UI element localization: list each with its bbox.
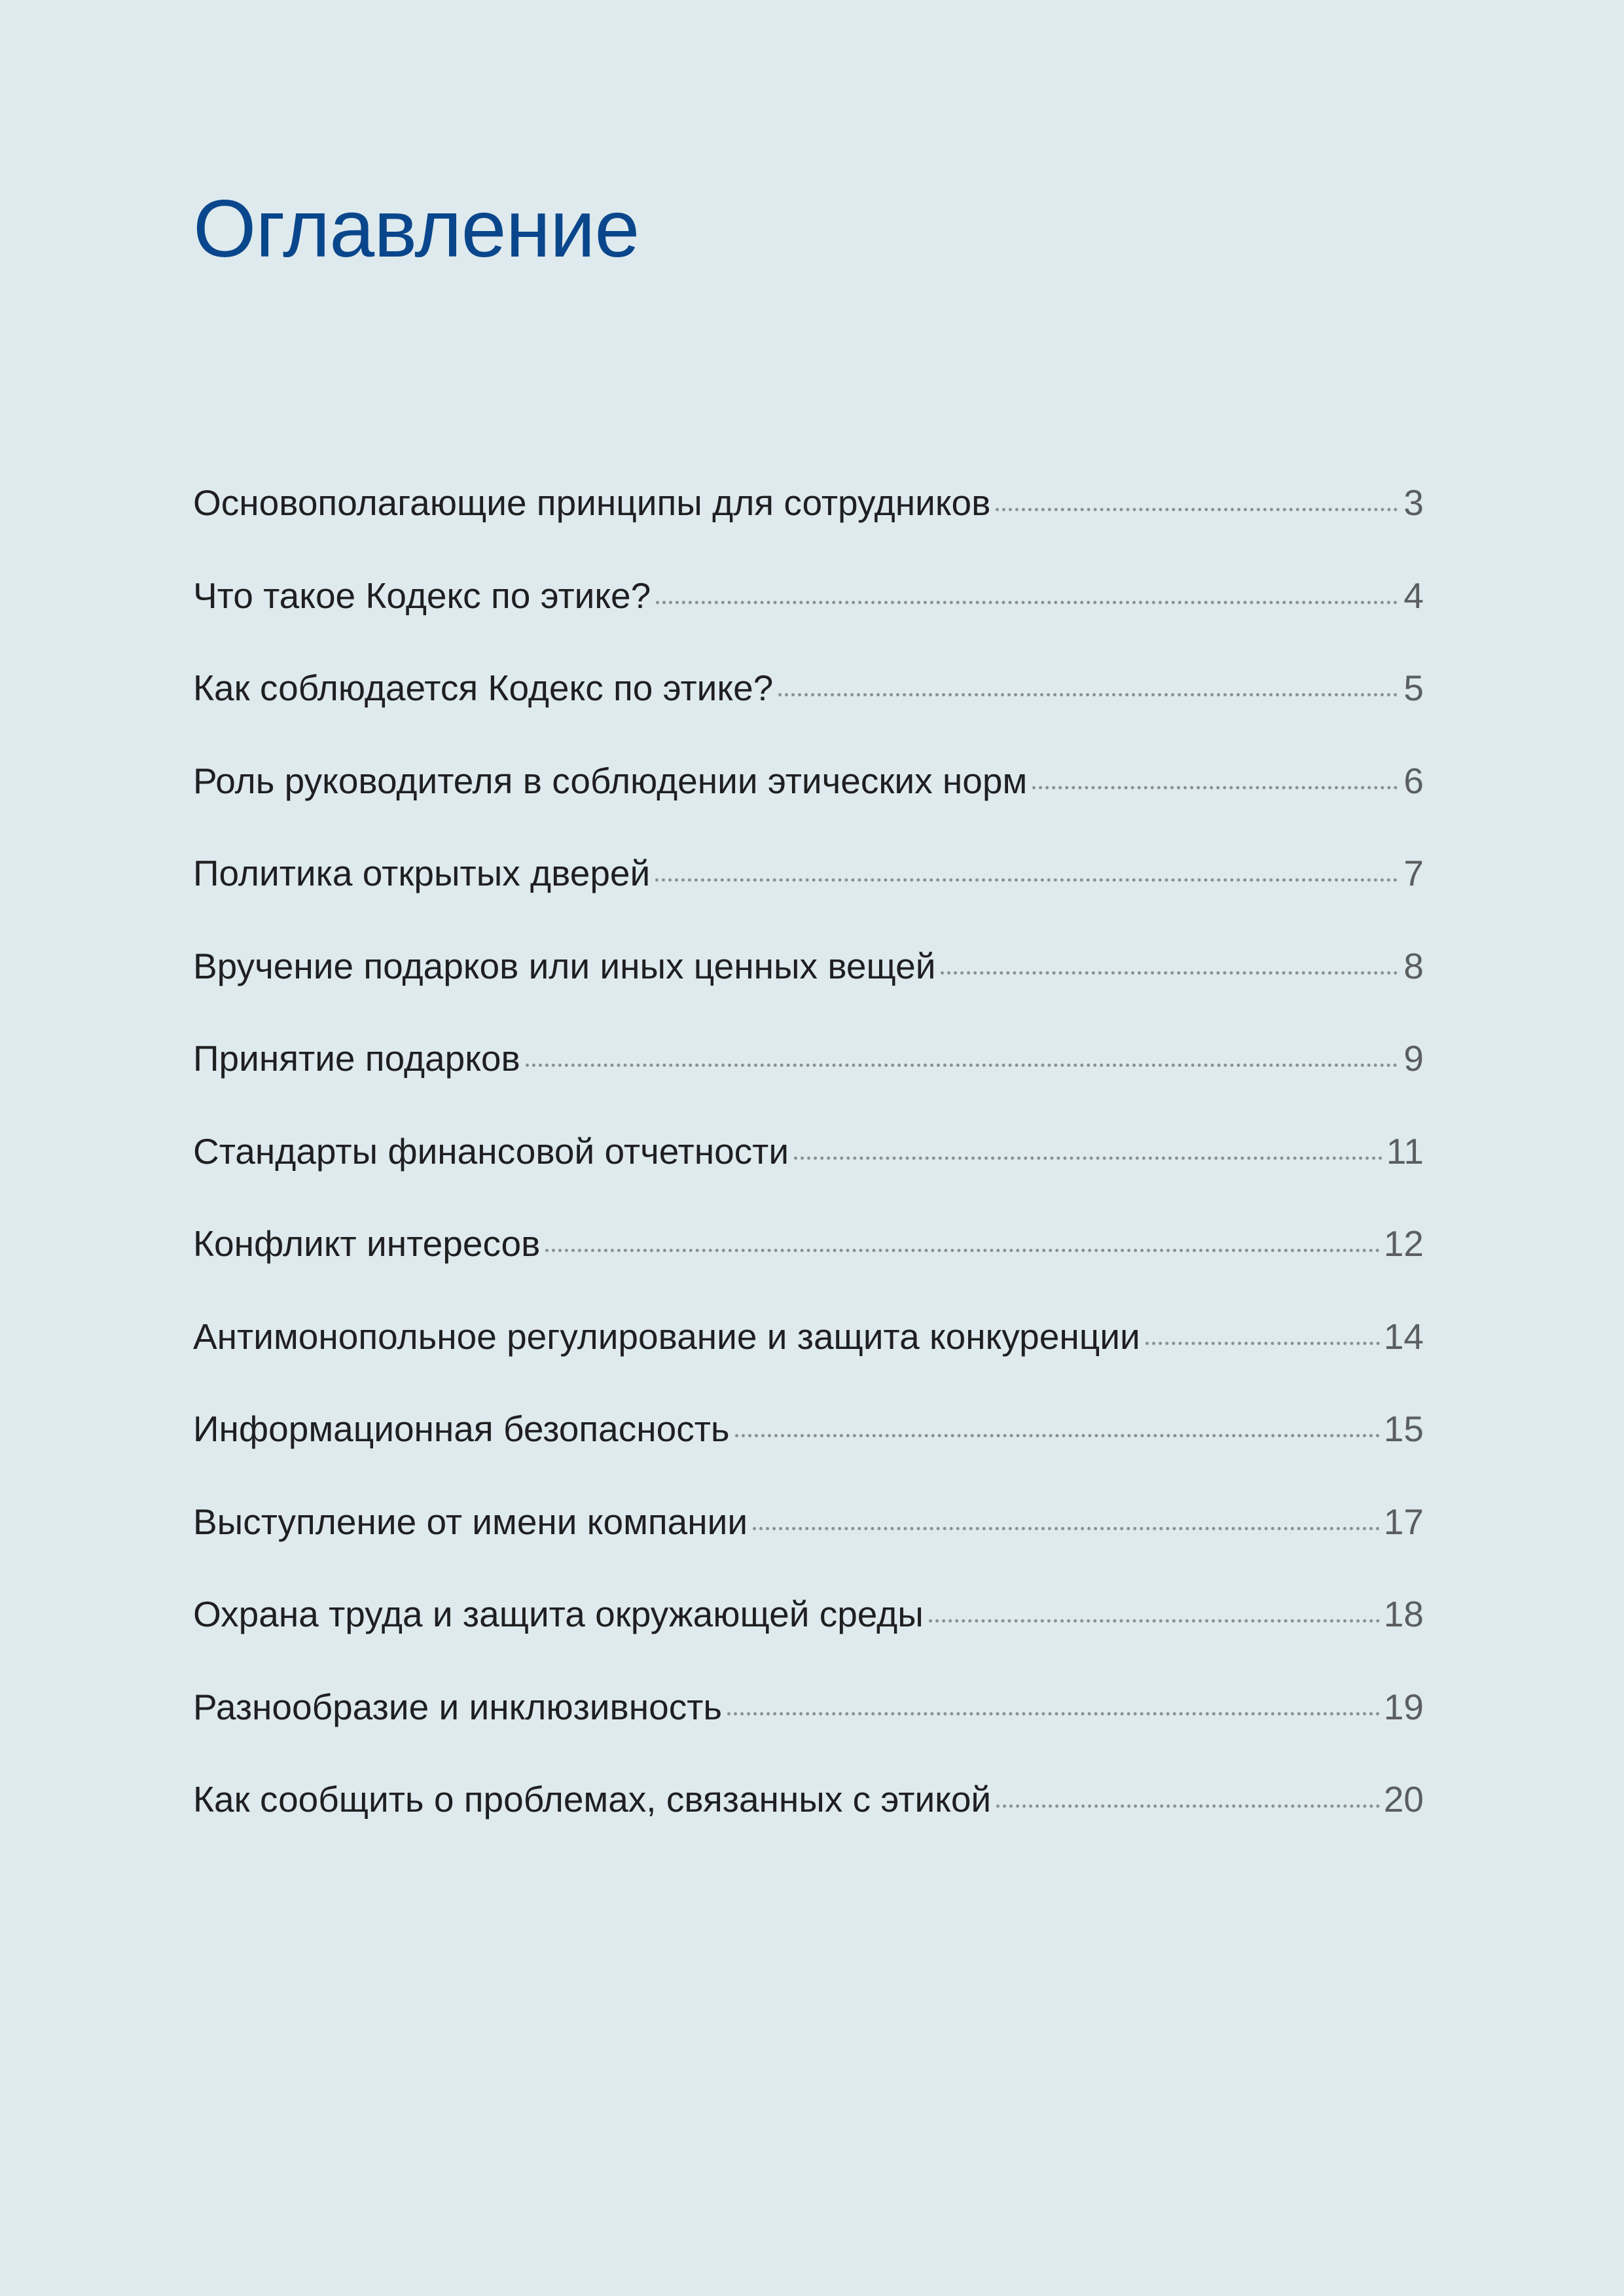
toc-entry-label: Конфликт интересов <box>193 1223 541 1264</box>
toc-entry-page: 3 <box>1403 482 1424 523</box>
toc-entry-page: 6 <box>1403 760 1424 801</box>
toc-entry-label: Что такое Кодекс по этике? <box>193 575 651 616</box>
toc-entry-label: Антимонопольное регулирование и защита конкуренции <box>193 1316 1140 1357</box>
toc-entry-page: 5 <box>1403 668 1424 708</box>
dot-leader <box>656 601 1398 604</box>
dot-leader <box>735 1434 1380 1437</box>
toc-entry-label: Разнообразие и инклюзивность <box>193 1686 723 1727</box>
toc-entry[interactable] <box>193 1217 1424 1310</box>
toc-entry[interactable] <box>193 662 1424 755</box>
toc-entry-page: 14 <box>1383 1316 1424 1357</box>
toc-entry[interactable] <box>193 569 1424 662</box>
dot-leader <box>655 878 1398 882</box>
toc-entry-label: Выступление от имени компании <box>193 1501 748 1542</box>
toc-entry-page: 4 <box>1403 575 1424 616</box>
toc-entry-page: 15 <box>1383 1408 1424 1449</box>
toc-entry-label: Стандарты финансовой отчетности <box>193 1130 789 1172</box>
toc-entry[interactable] <box>193 1403 1424 1496</box>
toc-entry-page: 20 <box>1383 1779 1424 1820</box>
toc-entry[interactable] <box>193 1125 1424 1218</box>
toc-entry[interactable] <box>193 1310 1424 1403</box>
dot-leader <box>727 1712 1380 1715</box>
toc-entry-label: Как соблюдается Кодекс по этике? <box>193 668 774 708</box>
table-of-contents <box>193 476 1424 1866</box>
toc-entry-page: 19 <box>1383 1686 1424 1727</box>
dot-leader <box>1032 786 1398 789</box>
toc-entry-label: Вручение подарков или иных ценных вещей <box>193 945 936 986</box>
toc-entry[interactable] <box>193 1773 1424 1866</box>
toc-entry-label: Как сообщить о проблемах, связанных с этикой <box>193 1779 992 1820</box>
toc-entry-label: Информационная безопасность <box>193 1408 730 1449</box>
toc-entry-page: 17 <box>1383 1501 1424 1542</box>
toc-entry[interactable] <box>193 847 1424 940</box>
toc-entry[interactable] <box>193 755 1424 848</box>
dot-leader <box>526 1064 1398 1067</box>
toc-entry-page: 18 <box>1383 1594 1424 1634</box>
toc-entry[interactable] <box>193 1681 1424 1774</box>
dot-leader <box>778 693 1398 696</box>
toc-entry-label: Роль руководителя в соблюдении этических норм <box>193 760 1028 801</box>
toc-entry-label: Принятие подарков <box>193 1038 520 1079</box>
toc-entry-page: 11 <box>1386 1130 1424 1172</box>
toc-entry[interactable] <box>193 1496 1424 1588</box>
toc-entry[interactable] <box>193 476 1424 569</box>
toc-entry[interactable] <box>193 1032 1424 1125</box>
toc-entry-label: Политика открытых дверей <box>193 853 651 893</box>
toc-entry[interactable] <box>193 1588 1424 1681</box>
dot-leader <box>753 1527 1380 1530</box>
toc-entry-label: Основополагающие принципы для сотрудников <box>193 482 991 523</box>
toc-entry-page: 12 <box>1383 1223 1424 1264</box>
dot-leader <box>794 1157 1382 1160</box>
dot-leader <box>1146 1342 1380 1345</box>
toc-entry-page: 8 <box>1403 945 1424 986</box>
dot-leader <box>996 508 1398 511</box>
dot-leader <box>996 1804 1380 1808</box>
toc-entry-page: 7 <box>1403 853 1424 893</box>
dot-leader <box>941 971 1398 975</box>
dot-leader <box>545 1249 1379 1252</box>
toc-entry-label: Охрана труда и защита окружающей среды <box>193 1594 924 1634</box>
dot-leader <box>929 1619 1380 1623</box>
toc-entry-page: 9 <box>1403 1038 1424 1079</box>
toc-entry[interactable] <box>193 940 1424 1033</box>
page-title: Оглавление <box>193 184 640 274</box>
